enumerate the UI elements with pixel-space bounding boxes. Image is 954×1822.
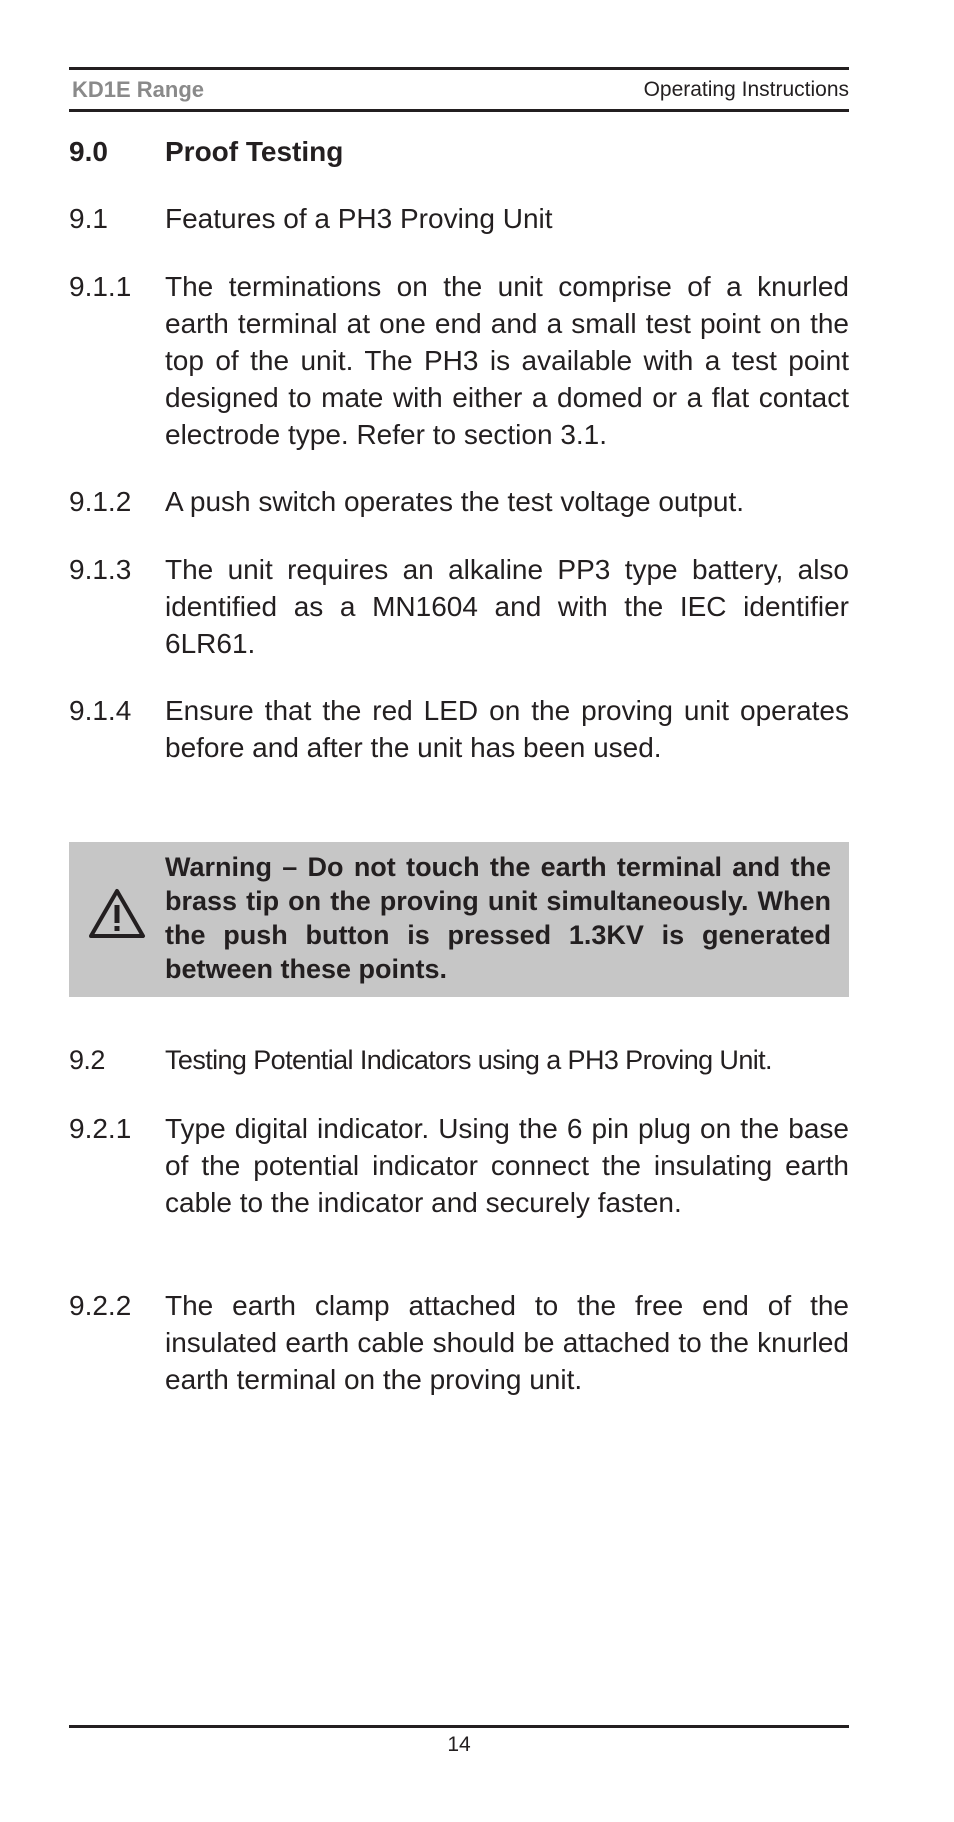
warning-box (69, 842, 849, 997)
paragraph-text: Ensure that the red LED on the proving unit operates before and after the unit has been used. (165, 695, 849, 763)
section-number: 9.2 (69, 1045, 105, 1075)
warning-text: Warning – Do not touch the earth terminal and the brass tip on the proving unit simultaneously. When the push button is pressed 1.3KV is generated between these points. (165, 852, 831, 984)
paragraph-number: 9.2.2 (69, 1290, 132, 1321)
footer-rule (69, 1725, 849, 1728)
header-product-name: KD1E Range (72, 77, 205, 102)
header-rule-top (69, 67, 849, 70)
page-number: 14 (447, 1733, 471, 1756)
section-title: Features of a PH3 Proving Unit (165, 203, 553, 234)
paragraph-number: 9.1.4 (69, 695, 132, 726)
header-document-title: Operating Instructions (643, 78, 849, 101)
header-rule-bottom (69, 109, 849, 112)
paragraph-number: 9.1.3 (69, 554, 132, 585)
warning-triangle-icon (88, 888, 146, 940)
paragraph-number: 9.1.1 (69, 271, 132, 302)
paragraph-number: 9.2.1 (69, 1113, 132, 1144)
paragraph-text: Type digital indicator. Using the 6 pin plug on the base of the potential indicator connect the insulating earth cable to the indicator and securely fasten. (165, 1113, 849, 1218)
paragraph-text: The unit requires an alkaline PP3 type battery, also identified as a MN1604 and with the IEC identifier 6LR61. (165, 554, 849, 659)
section-number: 9.1 (69, 203, 108, 234)
section-number: 9.0 (69, 136, 108, 167)
paragraph-text: The terminations on the unit comprise of a knurled earth terminal at one end and a small test point on the top of the unit. The PH3 is available with a test point designed to mate with either a domed or a flat contact electrode type. Refer to section 3.1. (165, 271, 849, 450)
section-title: Proof Testing (165, 136, 344, 167)
section-title: Testing Potential Indicators using a PH3 Proving Unit. (165, 1045, 772, 1075)
paragraph-text: A push switch operates the test voltage output. (165, 486, 745, 517)
paragraph-text: The earth clamp attached to the free end of the insulated earth cable should be attached to the knurled earth terminal on the proving unit. (165, 1290, 849, 1395)
paragraph-number: 9.1.2 (69, 486, 132, 517)
